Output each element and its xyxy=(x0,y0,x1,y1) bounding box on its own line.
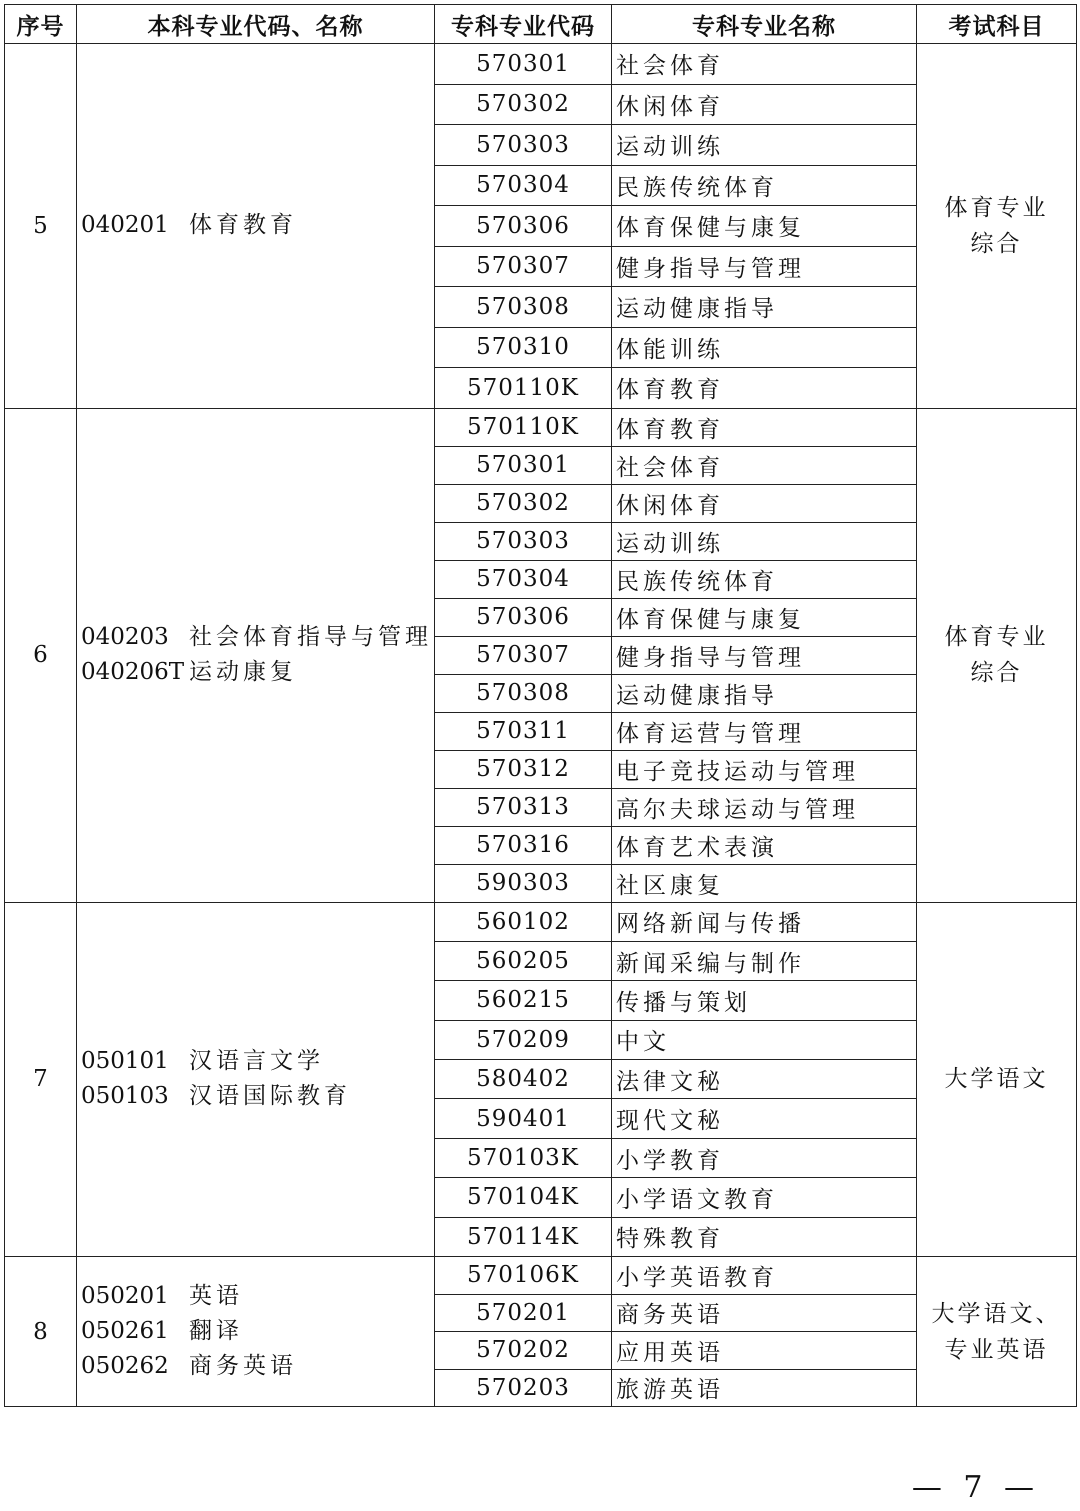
college-major-name: 新闻采编与制作 xyxy=(612,941,917,980)
college-major-name: 电子竞技运动与管理 xyxy=(612,750,917,788)
college-major-code: 570306 xyxy=(435,598,612,636)
college-major-name: 网络新闻与传播 xyxy=(612,902,917,941)
exam-subject: 大学语文 xyxy=(944,1066,1049,1093)
college-major-code: 570308 xyxy=(435,287,612,328)
table-header-row xyxy=(5,5,1077,44)
header-exam-subject: 考试科目 xyxy=(917,5,1077,44)
college-major-name: 运动健康指导 xyxy=(612,287,917,328)
exam-subject-cell xyxy=(917,44,1077,409)
undergrad-major xyxy=(81,1079,434,1114)
college-major-name: 法律文秘 xyxy=(612,1060,917,1099)
undergrad-major-code: 050262 xyxy=(81,1353,169,1380)
undergrad-major-code: 040206T xyxy=(81,659,185,685)
undergrad-major xyxy=(81,1279,434,1314)
undergrad-major xyxy=(81,1349,434,1384)
header-college-code: 专科专业代码 xyxy=(435,5,612,44)
undergrad-major-name: 体育教育 xyxy=(189,212,297,239)
table-body xyxy=(5,44,1077,1407)
exam-subject: 大学语文、 xyxy=(931,1300,1062,1327)
college-major-code: 570104K xyxy=(435,1178,612,1217)
undergrad-majors-cell xyxy=(77,1257,435,1407)
college-major-code: 570312 xyxy=(435,750,612,788)
table-row xyxy=(5,1257,1077,1295)
college-major-name: 社会体育 xyxy=(612,446,917,484)
college-major-name: 体育教育 xyxy=(612,408,917,446)
college-major-code: 570307 xyxy=(435,246,612,287)
college-major-code: 570311 xyxy=(435,712,612,750)
undergrad-major-name: 汉语国际教育 xyxy=(189,1083,351,1110)
undergrad-major xyxy=(81,1044,434,1079)
header-college-name: 专科专业名称 xyxy=(612,5,917,44)
exam-subject: 体育专业 xyxy=(944,624,1049,650)
college-major-code: 570301 xyxy=(435,44,612,85)
college-major-code: 570209 xyxy=(435,1020,612,1059)
college-major-code: 590401 xyxy=(435,1099,612,1138)
exam-subject-cell xyxy=(917,408,1077,902)
undergrad-major xyxy=(81,620,434,655)
undergrad-major xyxy=(81,655,434,690)
college-major-name: 高尔夫球运动与管理 xyxy=(612,788,917,826)
college-major-name: 特殊教育 xyxy=(612,1217,917,1256)
exam-subject: 综合 xyxy=(970,230,1023,257)
college-major-name: 应用英语 xyxy=(612,1332,917,1370)
exam-subject: 专业英语 xyxy=(944,1336,1049,1363)
college-major-code: 580402 xyxy=(435,1060,612,1099)
group-seq: 5 xyxy=(5,44,77,409)
major-mapping-table xyxy=(4,4,1077,1407)
college-major-code: 570302 xyxy=(435,484,612,522)
college-major-code: 570301 xyxy=(435,446,612,484)
college-major-code: 570304 xyxy=(435,560,612,598)
table-row xyxy=(5,44,1077,85)
college-major-name: 社会体育 xyxy=(612,44,917,85)
undergrad-major-name: 商务英语 xyxy=(189,1353,297,1380)
college-major-name: 小学英语教育 xyxy=(612,1257,917,1295)
group-seq: 7 xyxy=(5,902,77,1257)
college-major-code: 570202 xyxy=(435,1332,612,1370)
college-major-code: 570110K xyxy=(435,368,612,409)
college-major-code: 570303 xyxy=(435,125,612,166)
college-major-code: 570106K xyxy=(435,1257,612,1295)
undergrad-major-code: 040201 xyxy=(81,212,169,239)
college-major-code: 570304 xyxy=(435,165,612,206)
undergrad-major-name: 汉语言文学 xyxy=(189,1048,324,1075)
college-major-code: 570308 xyxy=(435,674,612,712)
undergrad-major-name: 运动康复 xyxy=(189,659,297,685)
college-major-name: 民族传统体育 xyxy=(612,560,917,598)
header-undergrad-major: 本科专业代码、名称 xyxy=(77,5,435,44)
undergrad-majors-cell xyxy=(77,44,435,409)
college-major-name: 健身指导与管理 xyxy=(612,246,917,287)
undergrad-major xyxy=(81,1314,434,1349)
college-major-name: 体育保健与康复 xyxy=(612,206,917,247)
college-major-name: 小学语文教育 xyxy=(612,1178,917,1217)
college-major-name: 小学教育 xyxy=(612,1138,917,1177)
college-major-code: 560205 xyxy=(435,941,612,980)
table-row xyxy=(5,408,1077,446)
exam-subject: 体育专业 xyxy=(944,194,1049,221)
exam-subject-cell xyxy=(917,902,1077,1257)
college-major-name: 运动健康指导 xyxy=(612,674,917,712)
college-major-code: 570201 xyxy=(435,1294,612,1332)
college-major-code: 570110K xyxy=(435,408,612,446)
college-major-name: 体能训练 xyxy=(612,327,917,368)
undergrad-majors-cell xyxy=(77,408,435,902)
college-major-code: 570103K xyxy=(435,1138,612,1177)
undergrad-majors-cell xyxy=(77,902,435,1257)
college-major-name: 休闲体育 xyxy=(612,484,917,522)
college-major-name: 商务英语 xyxy=(612,1294,917,1332)
college-major-code: 570307 xyxy=(435,636,612,674)
college-major-code: 560215 xyxy=(435,981,612,1020)
college-major-code: 570114K xyxy=(435,1217,612,1256)
college-major-name: 体育保健与康复 xyxy=(612,598,917,636)
college-major-code: 570302 xyxy=(435,84,612,125)
exam-subject-cell xyxy=(917,1257,1077,1407)
group-seq: 6 xyxy=(5,408,77,902)
college-major-code: 570303 xyxy=(435,522,612,560)
undergrad-major-name: 翻译 xyxy=(189,1318,243,1345)
college-major-name: 健身指导与管理 xyxy=(612,636,917,674)
group-seq: 8 xyxy=(5,1257,77,1407)
college-major-code: 560102 xyxy=(435,902,612,941)
college-major-name: 社区康复 xyxy=(612,864,917,902)
college-major-name: 现代文秘 xyxy=(612,1099,917,1138)
page-number: — 7 — xyxy=(911,1470,1040,1505)
college-major-name: 休闲体育 xyxy=(612,84,917,125)
exam-subject: 综合 xyxy=(970,660,1023,686)
college-major-name: 体育艺术表演 xyxy=(612,826,917,864)
undergrad-major-code: 040203 xyxy=(81,624,169,650)
undergrad-major-code: 050101 xyxy=(81,1048,169,1075)
header-seq: 序号 xyxy=(5,5,77,44)
college-major-code: 570203 xyxy=(435,1369,612,1407)
college-major-code: 570306 xyxy=(435,206,612,247)
college-major-code: 570313 xyxy=(435,788,612,826)
college-major-name: 运动训练 xyxy=(612,522,917,560)
undergrad-major-code: 050103 xyxy=(81,1083,169,1110)
college-major-name: 旅游英语 xyxy=(612,1369,917,1407)
undergrad-major-name: 社会体育指导与管理 xyxy=(189,624,432,650)
college-major-code: 570316 xyxy=(435,826,612,864)
college-major-name: 运动训练 xyxy=(612,125,917,166)
college-major-name: 体育运营与管理 xyxy=(612,712,917,750)
college-major-name: 中文 xyxy=(612,1020,917,1059)
college-major-code: 570310 xyxy=(435,327,612,368)
undergrad-major-name: 英语 xyxy=(189,1283,243,1310)
college-major-code: 590303 xyxy=(435,864,612,902)
undergrad-major xyxy=(81,208,434,243)
college-major-name: 体育教育 xyxy=(612,368,917,409)
college-major-name: 民族传统体育 xyxy=(612,165,917,206)
college-major-name: 传播与策划 xyxy=(612,981,917,1020)
undergrad-major-code: 050261 xyxy=(81,1318,169,1345)
table-row xyxy=(5,902,1077,941)
undergrad-major-code: 050201 xyxy=(81,1283,169,1310)
